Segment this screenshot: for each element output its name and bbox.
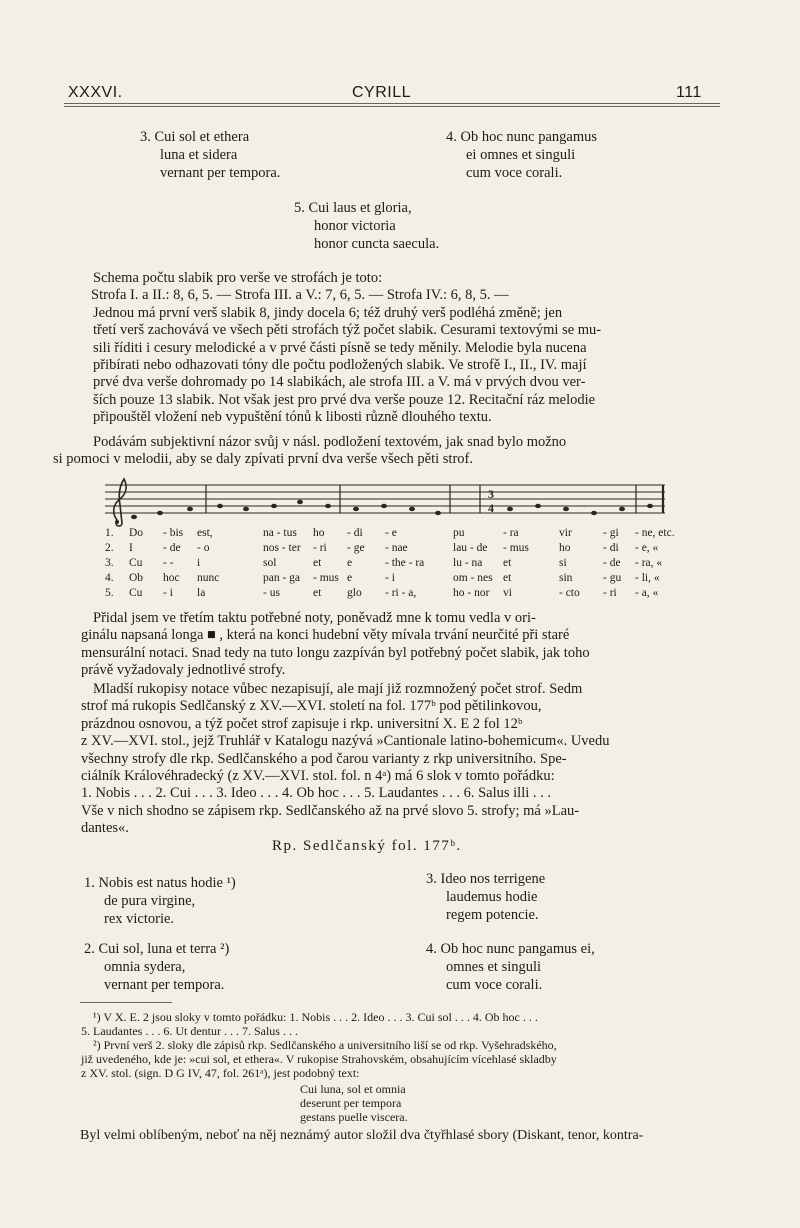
underlay-syllable: e [347,557,353,569]
underlay-syllable: - ri [603,587,617,599]
underlay-syllable: i [197,557,201,569]
text-line: Vše v nich shodno se zápisem rkp. Sedlčanského až na prvé slovo 5. strofy; má »Lau- [81,802,580,819]
verse-line: omnia sydera, [104,959,186,975]
underlay-syllable: vi [503,587,512,599]
verse-line: vernant per tempora. [104,977,225,993]
underlay-syllable: Ob [129,572,144,584]
citation-line: deserunt per tempora [300,1096,402,1110]
treble-clef-icon [114,479,126,526]
running-header-volume: XXXVI. [68,84,123,101]
stanza-5-top [294,199,439,253]
running-header-title: CYRILL [352,84,412,101]
citation-line: gestans puelle viscera. [300,1110,408,1124]
text-line: přibírati nebo odhazovati tóny dle počtu podložených slabik. Ve strofě I., II., IV. mají [93,357,587,374]
underlay-syllable: - e, « [635,542,659,554]
verse-line: regem potencie. [446,907,539,923]
stanza-4-top [446,128,597,182]
text-line: Jednou má první verš slabik 8, jindy docela 6; též druhý verš podléhá změně; jen [93,304,563,321]
text-line: z XV.—XVI. stol., jejž Truhlář v Katalogu nazývá »Cantionale latino-bohemicum«. Uvedu [81,733,610,750]
underlay-syllable: - ri - a, [385,587,417,599]
verse-line: rex victorie. [104,911,175,927]
footnote-line: ²) První verš 2. sloky dle zápisů rkp. Sedlčanského a universitního liší se od rkp. Vyšehradského, [93,1038,557,1052]
underlay-syllable: - a, « [635,587,659,599]
paragraph-longa [81,610,721,680]
underlay-syllable: - li, « [635,572,660,584]
underlay-syllable: et [313,587,322,599]
underlay-syllable: om - nes [453,572,493,584]
underlay-syllable: e [347,572,353,584]
verse-line: luna et sidera [160,147,238,163]
note-heads [131,500,653,519]
underlay-syllable: est, [197,527,213,539]
verse-line: 5. Cui laus et gloria, [294,200,412,216]
text-line: prvé dva verše dohromady po 14 slabikách, ale strofa III. a V. má v prvých dvou ver- [93,374,586,391]
underlay-syllable: nunc [197,572,220,584]
underlay-syllable: - de [603,557,621,569]
underlay-syllable: nos - ter [263,542,301,554]
text-line: dantes«. [81,820,129,837]
stanza-3-top [140,128,280,182]
section-heading: Rp. Sedlčanský fol. 177ᵇ. [272,838,462,854]
underlay-syllable: - gi [603,527,619,539]
underlay-syllable: - mus [313,572,339,584]
text-line: mensurální notaci. Snad tedy na tuto longu zazpíván byl potřebný počet slabik, jak toho [81,644,590,661]
text-line: připouštěl vložení neb vypuštění tónů k libosti různě dlouhého textu. [93,409,492,426]
underlay-syllable: - ra [503,527,519,539]
paragraph-manuscripts [81,681,721,838]
underlay-syllable: - ne, etc. [635,527,675,539]
underlay-syllable: glo [347,587,362,599]
underlay-syllable: la [197,587,206,599]
text-line: ginálu napsaná longa ■ , která na konci hudební věty mívala trvání neurčité při staré [81,627,570,644]
time-signature-top: 3 [488,487,494,501]
text-line: Mladší rukopisy notace vůbec nezapisují, ale mají již rozmnožený počet strof. Sedm [93,681,583,697]
underlay-syllable: - ge [347,542,365,554]
underlay-syllable: 1. [105,527,114,539]
text-line: všechny strofy dle rkp. Sedlčanského a pod čarou varianty z rkp universitního. Spe- [81,750,567,767]
verse-line: cum voce corali. [466,165,563,181]
footnote-line: z XV. stol. (sign. D G IV, 47, fol. 261ᵃ), jest podobný text: [81,1066,360,1080]
underlay-syllable: - e [385,527,397,539]
header-rule-thin [64,106,720,107]
verse-line: 1. Nobis est natus hodie ¹) [84,875,236,891]
underlay-syllable: - nae [385,542,408,554]
verse-line: omnes et singuli [446,959,542,975]
text-line: sili říditi i cesury melodické a v prvé části písně se tedy měnily. Melodie byla nucena [93,339,587,356]
underlay-syllable: - bis [163,527,184,539]
underlay-syllable: - - [163,557,174,569]
underlay-syllable: 5. [105,587,114,599]
verse-line: de pura virgine, [104,893,196,909]
underlay-syllable: 3. [105,557,114,569]
text-line: Schema počtu slabik pro verše ve strofách je toto: [93,270,383,286]
underlay-syllable: et [503,572,512,584]
underlay-syllable: pu [453,527,465,539]
underlay-syllable: ho - nor [453,587,490,599]
text-line: ciálník Královéhradecký (z XV.—XVI. stol. fol. n 4ᵃ) má 6 slok v tomto pořádku: [81,768,555,785]
underlay-syllable: - o [197,542,210,554]
underlay-syllable: sin [559,572,573,584]
page-number: 111 [676,84,702,101]
verse-line: cum voce corali. [446,977,543,993]
underlay-syllable: Cu [129,557,143,569]
underlay-syllable: Cu [129,587,143,599]
stanza-3-bottom [426,870,545,924]
underlay-syllable: - ri [313,542,327,554]
underlay-syllable: lau - de [453,542,488,554]
underlay-syllable: Do [129,527,144,539]
underlay-syllable: et [503,557,512,569]
footnote-rule [80,1002,172,1003]
text-line: prázdnou osnovou, a týž počet strof zapisuje i rkp. universitní X. E 2 fol 12ᵇ [81,715,523,732]
stanza-4-bottom [426,940,595,994]
verse-line: laudemus hodie [446,889,538,905]
underlay-syllable: - cto [559,587,580,599]
continuing-text-line: Byl velmi oblíbeným, neboť na něj neznámý autor složil dva čtyřhlasé sbory (Diskant, tenor, kontra- [80,1128,644,1143]
verse-line: 3. Cui sol et ethera [140,129,250,145]
footnote-line: 5. Laudantes . . . 6. Ut dentur . . . 7. Salus . . . [81,1024,298,1038]
underlay-syllable: pan - ga [263,572,301,584]
underlay-syllable: si [559,557,567,569]
underlay-syllable: - di [603,542,619,554]
underlay-syllable: I [129,542,133,554]
music-staff [100,475,670,535]
text-line: si pomoci v melodii, aby se daly zpívati první dva verše všech pěti strof. [53,451,473,468]
underlay-syllable: sol [263,557,277,569]
verse-line: 4. Ob hoc nunc pangamus [446,129,598,145]
underlay-syllable: hoc [163,572,180,584]
text-line: 1. Nobis . . . 2. Cui . . . 3. Ideo . . . 4. Ob hoc . . . 5. Laudantes . . . 6. Salus illi . . . [81,785,552,802]
underlay-syllable: - ra, « [635,557,663,569]
underlay-syllable: - gu [603,572,622,584]
underlay-syllable: - us [263,587,280,599]
text-line: Přidal jsem ve třetím taktu potřebné noty, poněvadž mne k tomu vedla v ori- [93,610,536,626]
underlay-syllable: na - tus [263,527,297,539]
text-line: Strofa I. a II.: 8, 6, 5. — Strofa III. a V.: 7, 6, 5. — Strofa IV.: 6, 8, 5. — [91,287,509,304]
footnotes [81,1010,723,1080]
footnote-line: ¹) V X. E. 2 jsou sloky v tomto pořádku: 1. Nobis . . . 2. Ideo . . . 3. Cui sol . . . 4. Ob hoc . . . [93,1010,538,1024]
underlay-syllable: - de [163,542,181,554]
underlay-syllable: 4. [105,572,114,584]
citation-line: Cui luna, sol et omnia [300,1082,406,1096]
verse-line: ei omnes et singuli [466,147,576,163]
strahov-citation [300,1082,408,1124]
underlay-syllable: lu - na [453,557,483,569]
underlay-syllable: - the - ra [385,557,425,569]
text-line: Podávám subjektivní názor svůj v násl. podložení textovém, jak snad bylo možno [93,434,567,450]
stanza-2-bottom [84,940,229,994]
verse-line: honor victoria [314,218,396,234]
underlay-syllable: 2. [105,542,114,554]
text-line: strof má rukopis Sedlčanský z XV.—XVI. století na fol. 177ᵇ pod pětilinkovou, [81,698,542,715]
text-line: ších pouze 13 slabik. Not však jest pro prvé dva verše pouze 12. Recitační ráz melodie [93,391,596,408]
underlay-syllable: ho [559,542,571,554]
footnote-line: již uvedeného, kde je: »cui sol, et ethera«. V rukopise Strahovském, obsahujícím vícehlasé skladby [81,1052,557,1066]
time-signature-bottom: 4 [488,501,494,515]
paragraph-underlay-intro [53,434,721,469]
verse-line: 2. Cui sol, luna et terra ²) [84,941,230,957]
underlay-syllable: vir [559,527,572,539]
verse-line: honor cuncta saecula. [314,236,440,252]
verse-line: 3. Ideo nos terrigene [426,871,546,887]
header-rule [64,103,720,104]
paragraph-syllable-schema [93,270,721,427]
underlay-syllable: - i [385,572,395,584]
verse-line: 4. Ob hoc nunc pangamus ei, [426,941,595,957]
underlay-syllable: - i [163,587,173,599]
underlay-syllable: et [313,557,322,569]
underlay-syllable: - mus [503,542,529,554]
underlay-syllable: - di [347,527,363,539]
verse-line: vernant per tempora. [160,165,281,181]
stanza-1-bottom [84,874,236,928]
underlay-syllable: ho [313,527,325,539]
text-line: třetí verš zachovává ve všech pěti strofách týž počet slabik. Cesurami textovými se mu- [93,322,602,339]
text-line: právě vyžadovaly jednotlivé strofy. [81,662,286,679]
